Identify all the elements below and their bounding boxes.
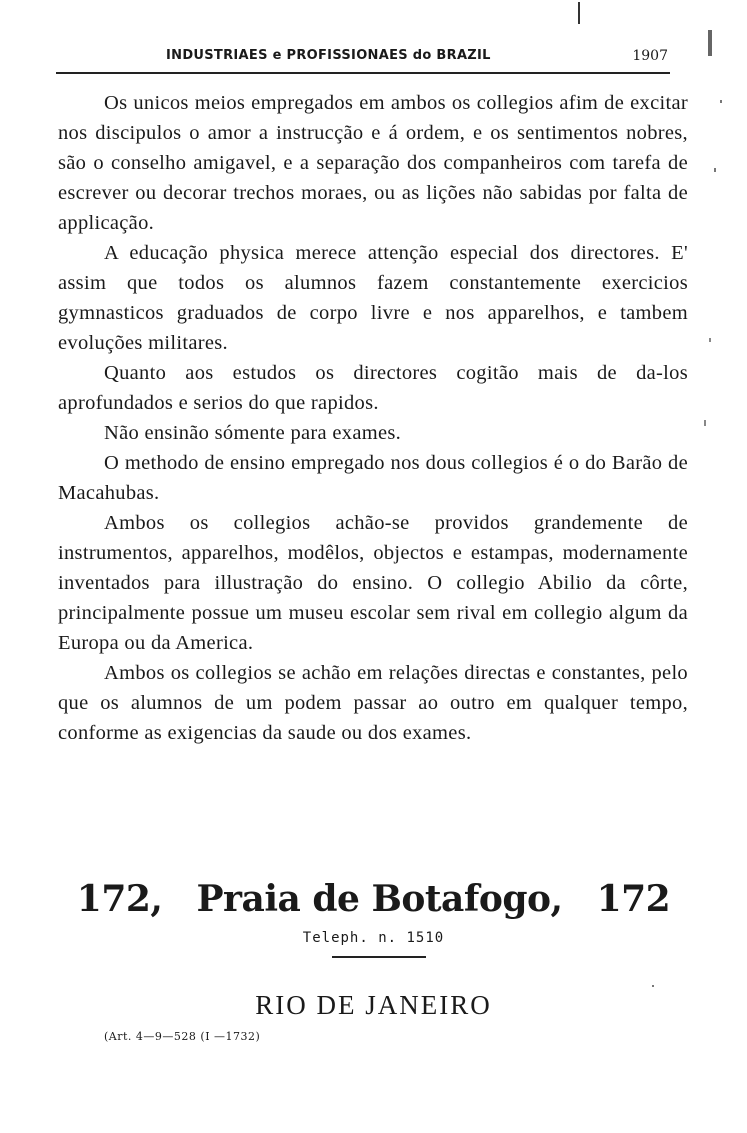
address-number-left: 172, (76, 878, 163, 920)
scan-mark (704, 420, 706, 426)
paragraph-physical-education: A educação physica merece attenção especial dos directores. E' assim que todos os alumnos fazem constantemente exercicios gymnasticos graduados de corpo livre e nos apparelhos, e tambem evoluções militares. (58, 242, 688, 354)
scan-mark (652, 985, 654, 987)
address-line (0, 878, 747, 920)
phone-number: Teleph. n. 1510 (302, 930, 445, 946)
paragraph-method: O methodo de ensino empregado nos dous collegios é o do Barão de Macahubas. (58, 452, 688, 504)
address-street: Praia de Botafogo, (196, 878, 563, 920)
print-reference: (Art. 4—9—528 (I —1732) (104, 1030, 261, 1043)
header-year: 1907 (632, 48, 668, 64)
scan-mark (578, 2, 580, 24)
address-number-right: 172 (596, 878, 671, 920)
paragraph-discipline: Os unicos meios empregados em ambos os collegios afim de excitar nos discipulos o amor a instrucção e á ordem, e os sentimentos nobres, são o conselho amigavel, e a separação dos companheiros com tarefa de escrever ou decorar trechos moraes, ou as lições não sabidas por falta de applicação. (58, 92, 688, 234)
paragraph-instruments: Ambos os collegios achão-se providos grandemente de instrumentos, apparelhos, modêlos, objectos e estampas, modernamente inventados para illustração do ensino. O collegio Abilio da côrte, principalmente possue um museu escolar sem rival em collegio algum da Europa ou da America. (58, 512, 688, 654)
running-header (56, 46, 670, 74)
divider-rule (332, 956, 426, 958)
body-text (58, 88, 688, 748)
scan-mark (714, 168, 716, 172)
paragraph-studies: Quanto aos estudos os directores cogitão mais de da-los aprofundados e serios do que rapidos. (58, 362, 688, 414)
paragraph-exams: Não ensinão sómente para exames. (104, 422, 402, 444)
header-title: INDUSTRIAES e PROFISSIONAES do BRAZIL (166, 48, 491, 63)
scan-mark (709, 338, 711, 342)
scan-mark (708, 30, 712, 56)
paragraph-relations: Ambos os collegios se achão em relações directas e constantes, pelo que os alumnos de um podem passar ao outro em qualquer tempo, conforme as exigencias da saude ou dos exames. (58, 662, 688, 744)
scan-mark (720, 100, 722, 103)
city-name: RIO DE JANEIRO (255, 990, 492, 1020)
